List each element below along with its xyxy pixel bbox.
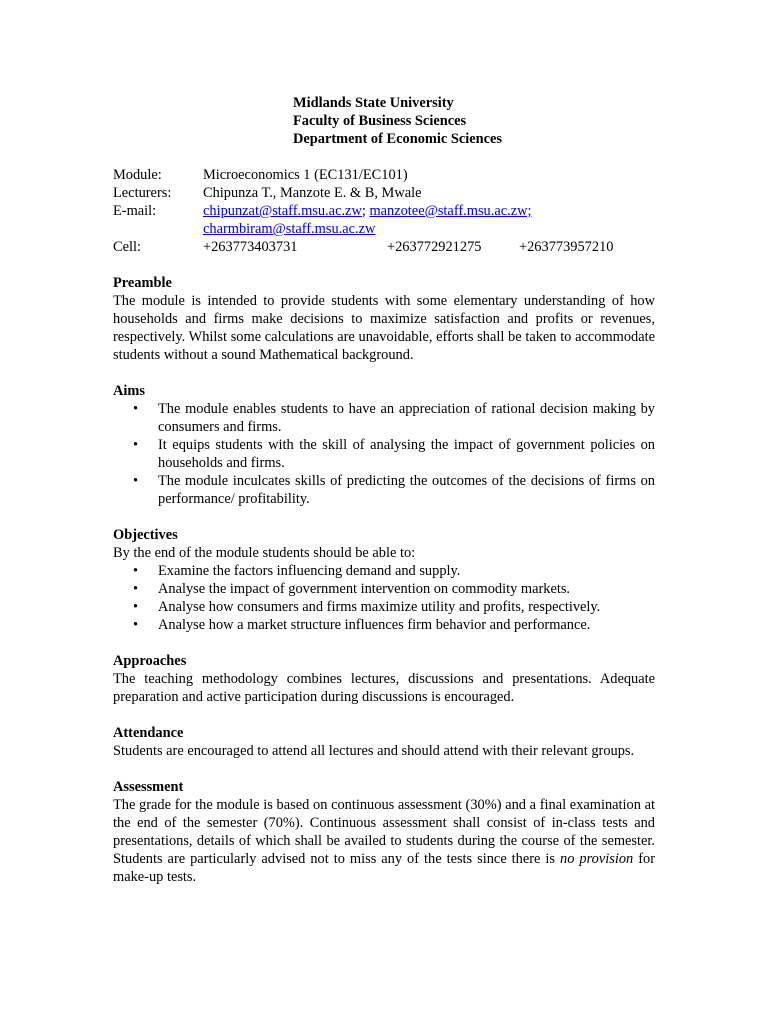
assessment-emphasis: no provision bbox=[560, 851, 634, 867]
list-item bbox=[113, 598, 655, 616]
attendance-text: Students are encouraged to attend all lectures and should attend with their relevant groups. bbox=[113, 743, 635, 759]
bullet-icon: • bbox=[133, 581, 139, 597]
objectives-intro: By the end of the module students should be able to: bbox=[113, 545, 416, 561]
aim-text: It equips students with the skill of analysing the impact of government policies on households and firms. bbox=[158, 437, 655, 471]
cell-row bbox=[113, 238, 655, 256]
cell-number-1: +263773403731 bbox=[203, 239, 298, 255]
document-body bbox=[113, 94, 655, 886]
cell-values bbox=[203, 238, 655, 256]
email-separator: ; bbox=[361, 203, 370, 219]
list-item bbox=[113, 400, 655, 436]
cell-number-3: +263773957210 bbox=[519, 239, 614, 255]
list-item bbox=[113, 472, 655, 508]
module-label: Module: bbox=[113, 167, 162, 183]
approaches-text: The teaching methodology combines lectures, discussions and presentations. Adequate preparation and active participation during discussions is encouraged. bbox=[113, 671, 655, 705]
cell-label: Cell: bbox=[113, 239, 141, 255]
aim-text: The module inculcates skills of predicting the outcomes of the decisions of firms on performance/ profitability. bbox=[158, 473, 655, 507]
assessment-text-main: The grade for the module is based on continuous assessment (30%) and a final examination at the end of the semester (70%). Continuous assessment shall consist of in-class tests and presentations, details of which shall be availed to students during the course of the semester. Students are particularly advised not to miss any of the tests since there is bbox=[113, 797, 655, 867]
email-label: E-mail: bbox=[113, 203, 157, 219]
assessment-heading: Assessment bbox=[113, 779, 184, 795]
aims-list bbox=[113, 400, 655, 508]
list-item bbox=[113, 616, 655, 634]
email-link-manzote[interactable]: manzotee@staff.msu.ac.zw; bbox=[369, 203, 532, 219]
bullet-icon: • bbox=[133, 617, 139, 633]
aim-text: The module enables students to have an appreciation of rational decision making by consumers and firms. bbox=[158, 401, 655, 435]
lecturers-value: Chipunza T., Manzote E. & B, Mwale bbox=[203, 185, 422, 201]
objective-text: Examine the factors influencing demand and supply. bbox=[158, 563, 461, 579]
bullet-icon: • bbox=[133, 437, 139, 453]
list-item bbox=[113, 562, 655, 580]
email-row bbox=[113, 202, 655, 238]
approaches-heading: Approaches bbox=[113, 653, 187, 669]
bullet-icon: • bbox=[133, 599, 139, 615]
bullet-icon: • bbox=[133, 401, 139, 417]
module-row bbox=[113, 166, 655, 184]
objective-text: Analyse how consumers and firms maximize utility and profits, respectively. bbox=[158, 599, 601, 615]
module-value: Microeconomics 1 (EC131/EC101) bbox=[203, 167, 408, 183]
department-name: Department of Economic Sciences bbox=[293, 131, 503, 147]
lecturers-label: Lecturers: bbox=[113, 185, 172, 201]
objective-text: Analyse the impact of government intervention on commodity markets. bbox=[158, 581, 571, 597]
document-header bbox=[293, 94, 655, 148]
university-name: Midlands State University bbox=[293, 95, 454, 111]
assessment-text-end: for make-up tests. bbox=[113, 851, 655, 885]
objectives-heading: Objectives bbox=[113, 527, 178, 543]
assessment-text bbox=[113, 796, 655, 886]
bullet-icon: • bbox=[133, 563, 139, 579]
list-item bbox=[113, 436, 655, 472]
preamble-heading: Preamble bbox=[113, 275, 172, 291]
list-item bbox=[113, 580, 655, 598]
cell-number-2: +263772921275 bbox=[387, 239, 482, 255]
preamble-text: The module is intended to provide students with some elementary understanding of how households and firms make decisions to maximize satisfaction and profits or revenues, respectively. Whilst some calculations are unavoidable, efforts shall be taken to accommodate students without a sound Mathematical background. bbox=[113, 293, 655, 363]
faculty-name: Faculty of Business Sciences bbox=[293, 113, 467, 129]
lecturers-row bbox=[113, 184, 655, 202]
aims-heading: Aims bbox=[113, 383, 145, 399]
attendance-heading: Attendance bbox=[113, 725, 184, 741]
bullet-icon: • bbox=[133, 473, 139, 489]
objectives-list bbox=[113, 562, 655, 634]
objective-text: Analyse how a market structure influences firm behavior and performance. bbox=[158, 617, 591, 633]
email-link-charmbira[interactable]: charmbiram@staff.msu.ac.zw bbox=[203, 221, 376, 237]
email-link-chipunza[interactable]: chipunzat@staff.msu.ac.zw bbox=[203, 203, 362, 219]
module-info bbox=[113, 166, 655, 256]
email-values bbox=[203, 202, 655, 238]
